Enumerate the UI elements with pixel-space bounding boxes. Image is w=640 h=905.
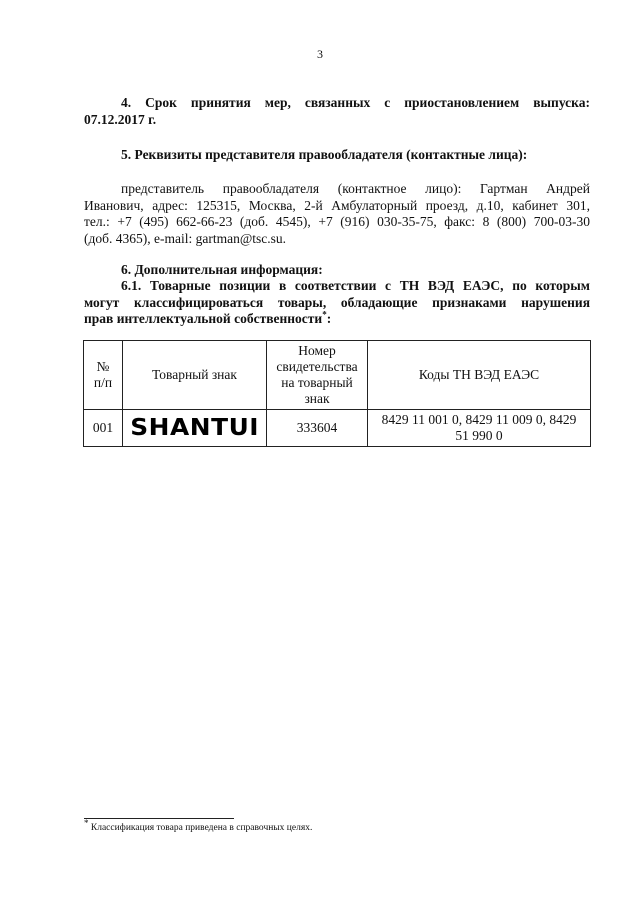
section-5-contact-details [84,181,590,247]
footnote-star: * [84,818,89,828]
header-trademark: Товарный знак [123,341,267,410]
section-4-line-1: 4. Срок принятия мер, связанных с приостановлением выпуска: [121,95,590,110]
contact-line-2: Иванович, адрес: 125315, Москва, 2-й Амбулаторный проезд, д.10, кабинет 301, [84,197,590,213]
row-number: 001 [84,410,123,447]
trademark-table [83,340,591,447]
page-number: 3 [317,47,323,61]
section-4-line-2: 07.12.2017 г. [84,111,157,127]
footnote-text: Классификация товара приведена в справочных целях. [88,823,313,834]
certificate-number: 333604 [267,410,368,447]
header-number [84,341,123,410]
section-5-heading: 5. Реквизиты представителя правообладателя (контактные лица): [121,147,528,162]
footnote [84,818,584,834]
table-row [84,410,591,447]
contact-line-4: (доб. 4365), e-mail: gartman@tsc.su. [84,230,286,246]
header-codes: Коды ТН ВЭД ЕАЭС [368,341,591,410]
hs-codes-line-2: 51 990 0 [455,428,503,443]
section-6-1-line-3 [84,311,590,328]
header-certificate: Номер свидетельства на товарный знак [267,341,368,410]
hs-codes-line-1: 8429 11 001 0, 8429 11 009 0, 8429 [381,412,577,427]
section-4-deadline [84,95,590,128]
contact-line-1: представитель правообладателя (контактное лицо): Гартман Андрей [121,181,590,196]
header-number-symbol: № [96,359,110,374]
contact-line-3: тел.: +7 (495) 662-66-23 (доб. 4545), +7 (916) 030-35-75, факс: 8 (800) 700-03-30 [84,214,590,229]
shantui-logo: SHANTUI [130,415,259,441]
section-6-1-text [84,278,590,328]
section-6-1-line-3-text: прав интеллектуальной собственности [84,311,323,326]
section-6-1-line-1: 6.1. Товарные позиции в соответствии с ТН ВЭД ЕАЭС, по которым [121,278,590,293]
section-6-heading: 6. Дополнительная информация: [121,262,323,277]
section-6-1-line-2: могут классифицироваться товары, обладающие признаками нарушения [84,294,590,310]
footnote-marker: * [322,309,327,320]
trademark-logo-cell [123,410,267,447]
hs-codes [368,410,591,447]
footnote-divider [84,818,234,819]
header-number-abbr: п/п [93,375,113,390]
table-header-row [84,341,591,410]
section-6-1-colon: : [326,311,332,326]
